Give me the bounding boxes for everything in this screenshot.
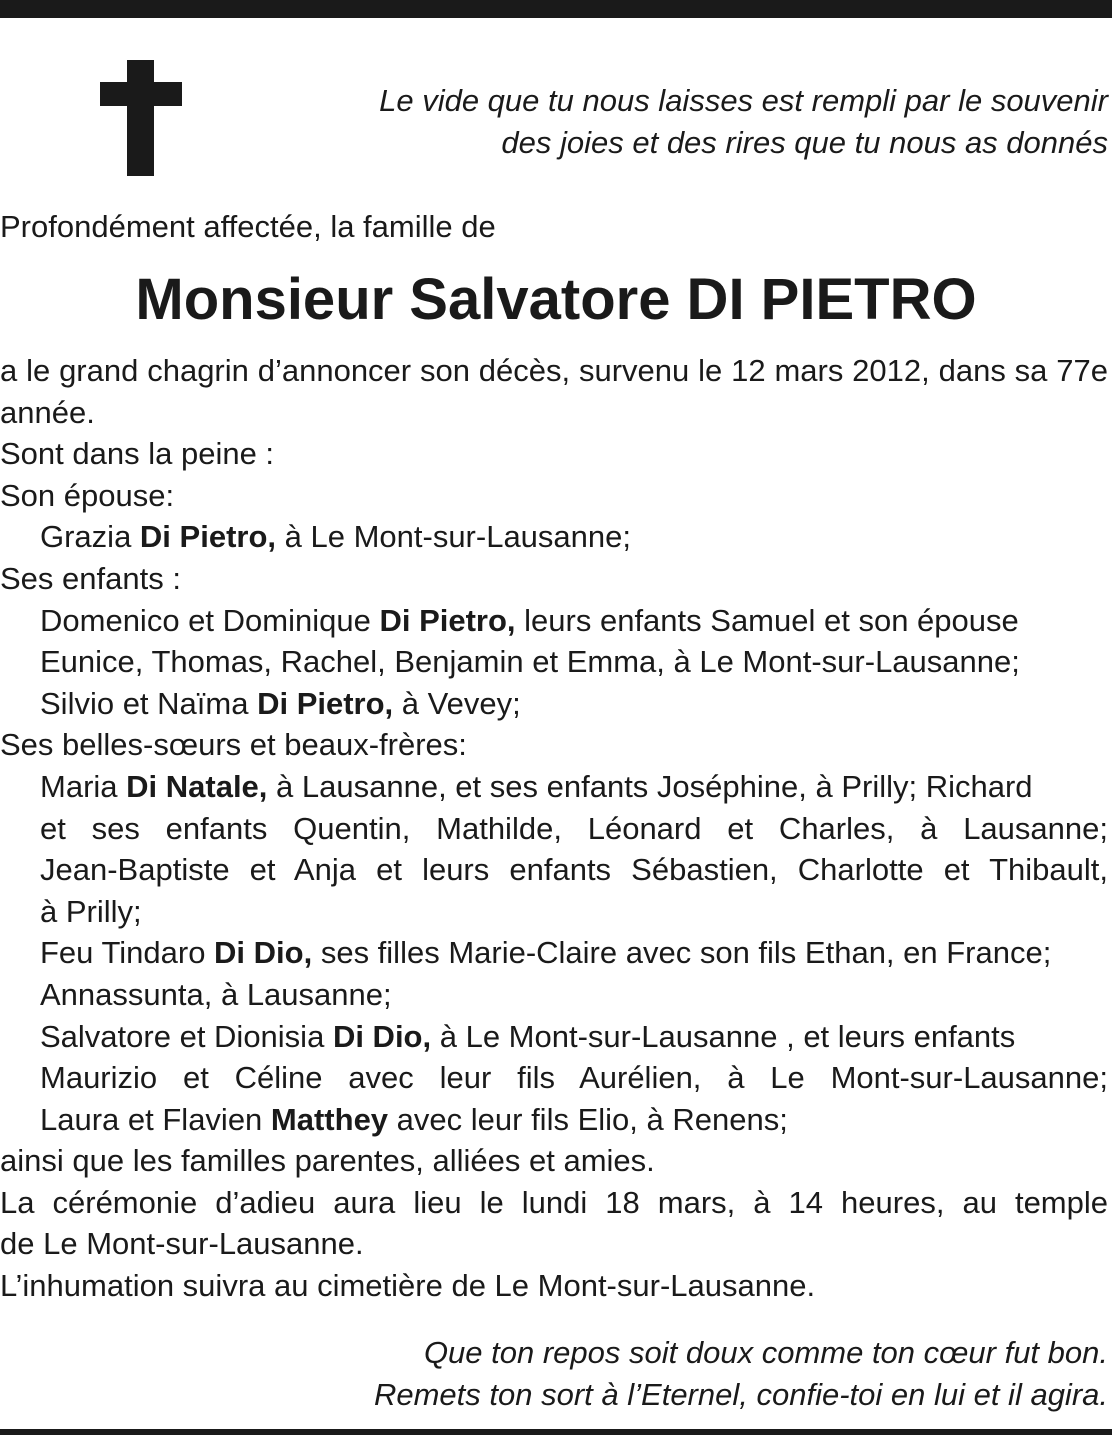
in-law-entry-3-line-2: Maurizio et Céline avec leur fils Aurélien, à Le Mont-sur-Lausanne; [40,1060,1108,1096]
spouse-heading: Son épouse: [0,477,175,513]
notice-body [0,350,1108,1307]
in-law-entry-2-line-2: Annassunta, à Lausanne; [40,976,392,1012]
deceased-name: Monsieur Salvatore DI PIETRO [135,267,977,332]
child-entry-2: Silvio et Naïma Di Pietro, à Vevey; [40,685,521,721]
ceremony-line-2: de Le Mont-sur-Lausanne. [0,1226,364,1262]
child-entry-1: Domenico et Dominique Di Pietro, leurs enfants Samuel et son épouse [40,602,1019,638]
mourners-heading: Sont dans la peine : [0,436,275,472]
in-law-entry-1: Maria Di Natale, à Lausanne, et ses enfants Joséphine, à Prilly; Richard [40,768,1033,804]
child-entry-1-cont: Eunice, Thomas, Rachel, Benjamin et Emma, à Le Mont-sur-Lausanne; [40,644,1020,680]
families-line: ainsi que les familles parentes, alliées et amies. [0,1143,655,1179]
epigraph-line-2: des joies et des rires que tu nous as donnés [501,125,1108,160]
in-law-entry-1-line-3: Jean-Baptiste et Anja et leurs enfants Sébastien, Charlotte et Thibault, [40,852,1108,888]
epigraph-line-1: Le vide que tu nous laisses est rempli par le souvenir [379,83,1108,118]
announcement: a le grand chagrin d’annoncer son décès, survenu le 12 mars 2012, dans sa 77e année. [0,353,1108,430]
epigraph [248,80,1108,164]
ceremony-line-1: La cérémonie d’adieu aura lieu le lundi 18 mars, à 14 heures, au temple [0,1184,1108,1220]
in-law-entry-2: Feu Tindaro Di Dio, ses filles Marie-Claire avec son fils Ethan, en France; [40,935,1052,971]
closing-verse [208,1332,1108,1416]
cross-icon [100,60,182,176]
in-laws-heading: Ses belles-sœurs et beaux-frères: [0,727,467,763]
in-law-entry-1-line-2: et ses enfants Quentin, Mathilde, Léonard et Charles, à Lausanne; [40,810,1108,846]
spouse-entry: Grazia Di Pietro, à Le Mont-sur-Lausanne; [40,519,632,555]
in-law-entry-1-line-4: à Prilly; [40,893,142,929]
in-law-entry-4: Laura et Flavien Matthey avec leur fils Elio, à Renens; [40,1101,788,1137]
closing-line-2: Remets ton sort à l’Eternel, confie-toi en lui et il agira. [373,1377,1108,1412]
in-law-entry-3: Salvatore et Dionisia Di Dio, à Le Mont-sur-Lausanne , et leurs enfants [40,1018,1016,1054]
burial-line: L’inhumation suivra au cimetière de Le Mont-sur-Lausanne. [0,1268,816,1304]
intro-text: Profondément affectée, la famille de [0,209,496,244]
bottom-rule [0,1429,1112,1435]
closing-line-1: Que ton repos soit doux comme ton cœur fut bon. [423,1335,1108,1370]
children-heading: Ses enfants : [0,560,181,596]
top-rule [0,0,1112,18]
